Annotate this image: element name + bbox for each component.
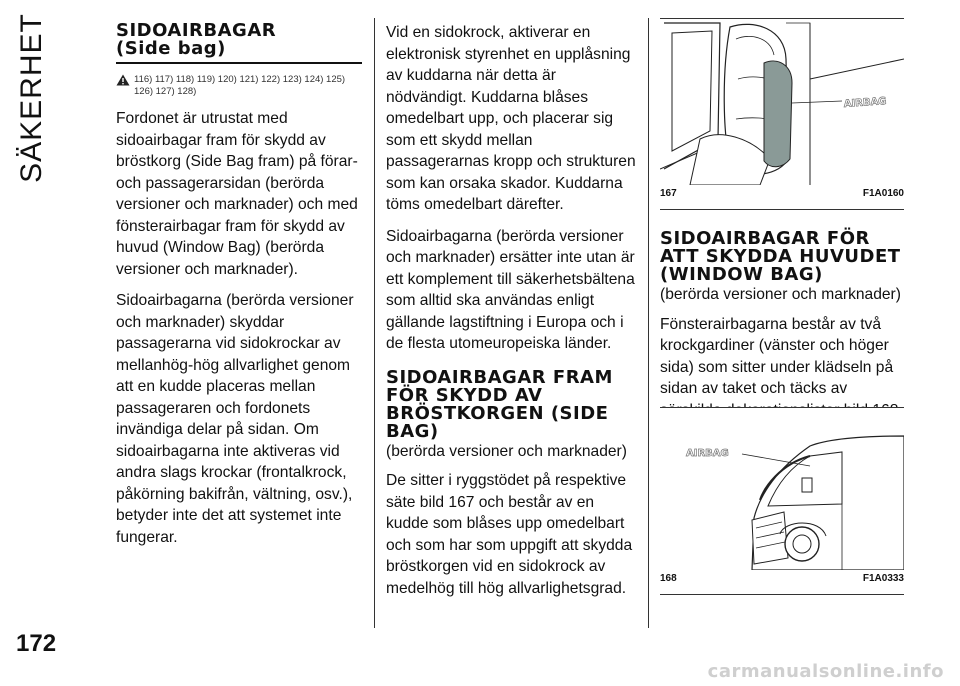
section-sidebar (6, 13, 58, 183)
heading-subtitle: (berörda versioner och marknader) (660, 286, 901, 303)
watermark: carmanualsonline.info (707, 661, 944, 682)
heading-subtitle: (berörda versioner och marknader) (386, 442, 627, 460)
seat-airbag-illustration (660, 19, 904, 185)
column-2 (386, 22, 636, 609)
van-window-airbag-illustration (660, 408, 904, 570)
figure-number: 168 (660, 573, 677, 584)
heading-line2: (Side bag) (116, 38, 226, 59)
heading-rule (116, 62, 362, 64)
figure-caption (660, 185, 904, 202)
warning-references (116, 74, 362, 98)
figure-167 (660, 18, 904, 210)
column-divider (374, 18, 375, 628)
airbag-label: AIRBAG (843, 96, 887, 110)
paragraph: De sitter i ryggstödet på respektive säte bild 167 och består av en kudde som blåses upp omedelbart och som har som uppgift att skydda bröstkorgen vid en sidokrock av medelhög till hög allvarlighetsgrad. (386, 472, 633, 597)
heading-side-bag (116, 22, 362, 58)
paragraph: Vid en sidokrock, aktiverar en elektronisk styrenhet en upplåsning av kuddarna när detta är nödvändigt. Kuddarna blåses omedelbart upp, och placerar sig som ett skydd mellan passagerarnas kropp och strukturen som kan orsaka skador. Kuddarna töms omedelbart därefter. (386, 24, 636, 213)
page-number: 172 (16, 630, 57, 657)
heading-side-bag-chest: SIDOAIRBAGAR FRAM FÖR SKYDD AV BRÖSTKORGEN (SIDE BAG) (386, 366, 613, 442)
warning-refs-text: 116) 117) 118) 119) 120) 121) 122) 123) 124) 125) 126) 127) 128) (134, 74, 346, 97)
column-3 (660, 230, 904, 431)
figure-caption (660, 570, 904, 587)
column-divider (648, 18, 649, 628)
figure-code: F1A0333 (862, 573, 904, 584)
paragraph: Fordonet är utrustat med sidoairbagar fram för skydd av bröstkorg (Side Bag fram) på förar- och passagerarsidan (berörda versioner och marknader) och med fönsterairbagar fram för skydd av huvud (Window Bag) (berörda versioner och marknader). (116, 110, 358, 278)
figure-168 (660, 407, 904, 595)
airbag-label: AIRBAG (686, 448, 729, 459)
figure-code: F1A0160 (862, 188, 904, 199)
paragraph: Sidoairbagarna (berörda versioner och marknader) ersätter inte utan är ett komplement till säkerhetsbältena som alltid ska användas enligt gällande lagstiftning i Europa och i de flesta utomeuropeiska länder. (386, 227, 635, 352)
warning-triangle-icon (116, 74, 130, 86)
heading-window-bag: SIDOAIRBAGAR FÖR ATT SKYDDA HUVUDET (WINDOW BAG) (660, 228, 901, 285)
section-title: SÄKERHET (15, 13, 48, 183)
paragraph: Fönsterairbagarna består av två krockgardiner (vänster och höger sida) som sitter under klädseln på sidan av taket och täcks av (660, 315, 894, 397)
heading-line1: SIDOAIRBAGAR (116, 20, 277, 41)
paragraph: Sidoairbagarna (berörda versioner och marknader) skyddar passagerarna vid sidokrockar av mellanhög-hög allvarlighet genom att en kudde placeras mellan passageraren och fordonets invändiga delar på sidan. Om sidoairbagarna inte aktiveras vid andra slags krockar (frontalkrock, påkörning bakifrån, vältning, osv.), betyder inte det att systemet inte fungerar. (116, 292, 354, 546)
figure-number: 167 (660, 188, 677, 199)
column-1 (116, 22, 362, 558)
